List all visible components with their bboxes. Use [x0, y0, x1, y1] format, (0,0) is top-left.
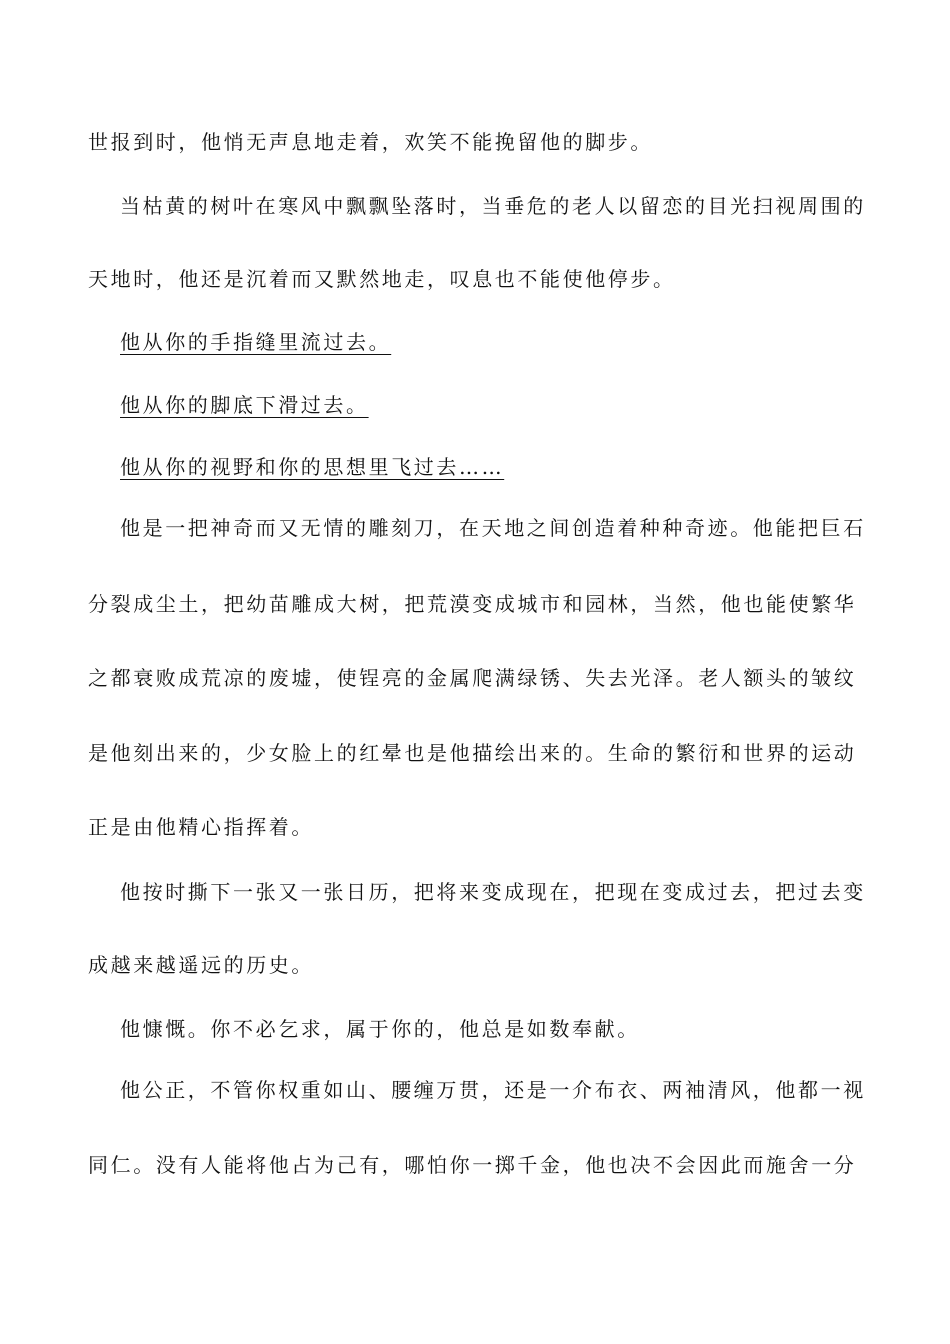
- underlined-text: 他从你的脚底下滑过去。: [120, 393, 369, 417]
- underlined-line: [120, 328, 868, 356]
- paragraph-start: 他是一把神奇而又无情的雕刻刀，在天地之间创造着种种奇迹。他能把巨石: [120, 516, 866, 540]
- text-line: 之都衰败成荒凉的废墟，使锃亮的金属爬满绿锈、失去光泽。老人额头的皱纹: [88, 666, 857, 690]
- underlined-line: [120, 453, 868, 481]
- text-line: 正是由他精心指挥着。: [88, 815, 314, 839]
- underlined-text: 他从你的视野和你的思想里飞过去……: [120, 455, 505, 479]
- text-line: 成越来越遥远的历史。: [88, 953, 314, 977]
- text-line: 世报到时，他悄无声息地走着，欢笑不能挽留他的脚步。: [88, 130, 653, 154]
- text-line: 分裂成尘土，把幼苗雕成大树，把荒漠变成城市和园林，当然，他也能使繁华: [88, 592, 857, 616]
- paragraph-start: 当枯黄的树叶在寒风中飘飘坠落时，当垂危的老人以留恋的目光扫视周围的: [120, 194, 866, 218]
- text-line: 天地时，他还是沉着而又默然地走，叹息也不能使他停步。: [88, 267, 676, 291]
- text-line: 同仁。没有人能将他占为己有，哪怕你一掷千金，他也决不会因此而施舍一分: [88, 1153, 857, 1177]
- paragraph-start: 他按时撕下一张又一张日历，把将来变成现在，把现在变成过去，把过去变: [120, 880, 866, 904]
- text-line: 是他刻出来的，少女脸上的红晕也是他描绘出来的。生命的繁衍和世界的运动: [88, 741, 857, 765]
- paragraph-start: 他公正，不管你权重如山、腰缠万贯，还是一介布衣、两袖清风，他都一视: [120, 1078, 866, 1102]
- underlined-text: 他从你的手指缝里流过去。: [120, 330, 392, 354]
- underlined-line: [120, 391, 868, 419]
- paragraph-start: 他慷慨。你不必乞求，属于你的，他总是如数奉献。: [120, 1017, 640, 1041]
